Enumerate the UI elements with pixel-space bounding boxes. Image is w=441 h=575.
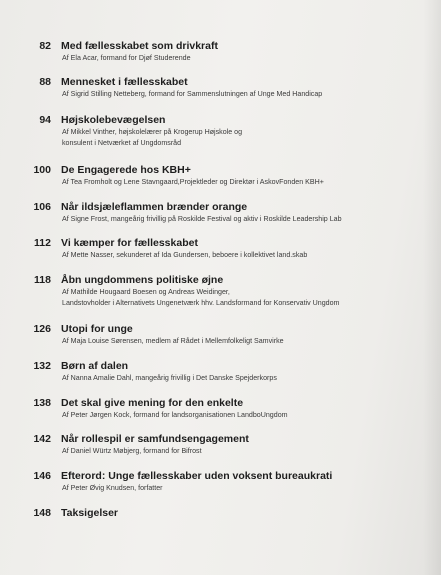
- toc-author-line: Landstovholder i Alternativets Ungenetværk hhv. Landsformand for Konservativ Ungdom: [62, 299, 340, 307]
- toc-page-number: 118: [34, 274, 51, 286]
- toc-author-line: Af Nanna Amalie Dahl, mangeårig frivillig i Det Danske Spejderkorps: [62, 374, 277, 382]
- toc-title: Når ildsjæleflammen brænder orange: [61, 201, 248, 213]
- toc-page-number: 148: [33, 507, 51, 519]
- toc-page-number: 94: [39, 114, 51, 126]
- toc-title: Mennesket i fællesskabet: [61, 76, 188, 88]
- toc-author-line: Af Sigrid Stilling Netteberg, formand for Sammenslutningen af Unge Med Handicap: [62, 90, 323, 98]
- toc-page-number: 100: [33, 164, 51, 176]
- toc-page-number: 132: [33, 360, 51, 372]
- toc-title: Børn af dalen: [61, 360, 129, 372]
- toc-page-number: 106: [33, 201, 51, 213]
- toc-title: Vi kæmper for fællesskabet: [61, 237, 198, 249]
- toc-author-line: Af Mikkel Vinther, højskolelærer på Krogerup Højskole og: [62, 128, 243, 136]
- page-shadow: [423, 0, 441, 575]
- toc-title: Med fællesskabet som drivkraft: [61, 40, 218, 52]
- toc-author-line: Af Mathilde Hougaard Boesen og Andreas Weidinger,: [62, 288, 230, 296]
- toc-title: Åbn ungdommens politiske øjne: [61, 274, 224, 286]
- toc-author-line: Af Peter Øvig Knudsen, forfatter: [62, 484, 163, 492]
- toc-page-number: 146: [33, 470, 51, 482]
- toc-author-line: konsulent i Netværket af Ungdomsråd: [62, 139, 182, 147]
- toc-author-line: Af Maja Louise Sørensen, medlem af Rådet i Mellemfolkeligt Samvirke: [62, 337, 284, 345]
- toc-title: Højskolebevægelsen: [61, 114, 166, 126]
- toc-page-number: 126: [33, 323, 51, 335]
- toc-author-line: Af Peter Jørgen Kock, formand for landsorganisationen LandboUngdom: [62, 411, 288, 419]
- toc-author-line: Af Daniel Würtz Møbjerg, formand for Bifrost: [62, 447, 202, 455]
- toc-author-line: Af Ela Acar, formand for Djøf Studerende: [62, 54, 191, 62]
- toc-title: Utopi for unge: [61, 323, 133, 335]
- toc-author-line: Af Signe Frost, mangeårig frivillig på Roskilde Festival og aktiv i Roskilde Leadership Lab: [62, 215, 342, 223]
- toc-title: Når rollespil er samfundsengagement: [61, 433, 249, 445]
- toc-page-number: 112: [34, 237, 51, 249]
- toc-page-number: 82: [39, 40, 51, 52]
- toc-title: Det skal give mening for den enkelte: [61, 397, 244, 409]
- toc-author-line: Af Mette Nasser, sekunderet af Ida Gundersen, beboere i kollektivet land.skab: [62, 251, 308, 259]
- toc-title: Taksigelser: [61, 507, 119, 519]
- toc-title: De Engagerede hos KBH+: [61, 164, 191, 176]
- toc-title: Efterord: Unge fællesskaber uden voksent bureaukrati: [61, 470, 333, 482]
- toc-page-number: 88: [39, 76, 51, 88]
- toc-page-number: 142: [33, 433, 51, 445]
- toc-page-number: 138: [33, 397, 51, 409]
- toc-author-line: Af Tea Fromholt og Lene Stavngaard,Projektleder og Direktør i AskovFonden KBH+: [62, 178, 324, 186]
